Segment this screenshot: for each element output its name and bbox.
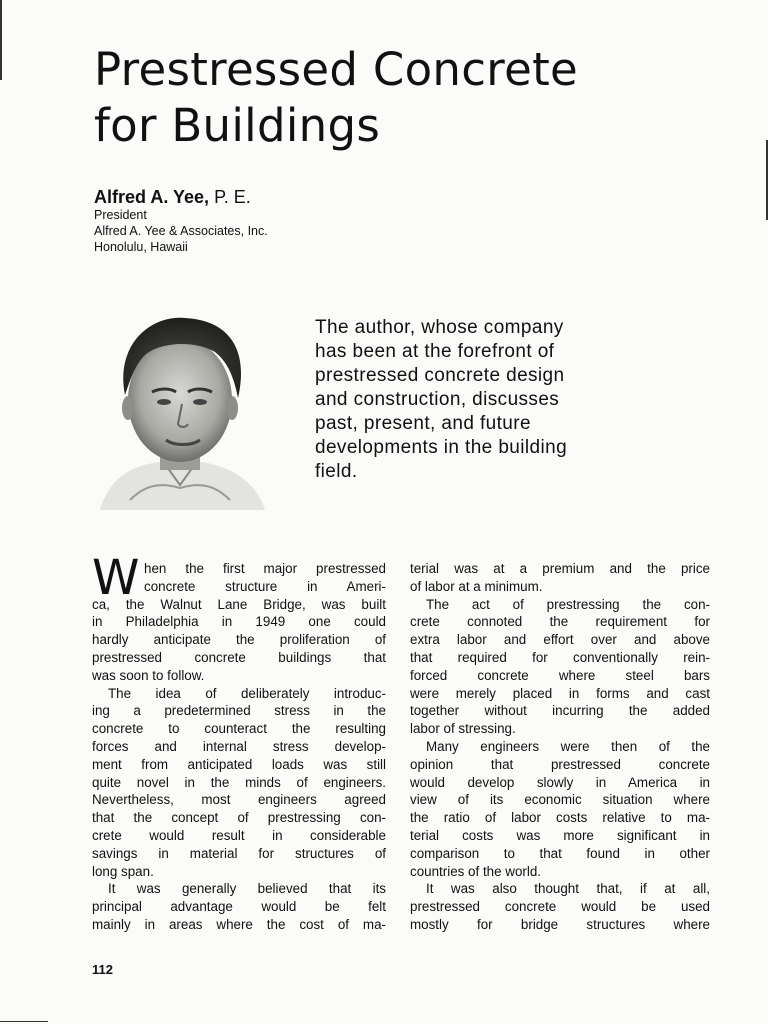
author-location: Honolulu, Hawaii [94, 240, 188, 254]
title-line-2: for Buildings [94, 99, 381, 152]
body-line: hen the first major prestressed [144, 561, 386, 576]
body-line: crete would result in considerable [92, 827, 386, 843]
body-line: that required for conventionally rein- [410, 649, 710, 665]
body-line: was soon to follow. [92, 667, 205, 683]
author-suffix: P. E. [209, 187, 251, 207]
body-line: concrete structure in Ameri- [144, 578, 386, 594]
body-line: hardly anticipate the proliferation of [92, 632, 386, 648]
body-line: forced concrete where steel bars [410, 667, 710, 683]
author-affiliation [94, 207, 268, 255]
body-line: quite novel in the minds of engineers. [92, 774, 386, 790]
body-line: ment from anticipated loads was still [92, 756, 386, 772]
body-line: prestressed concrete would be used [410, 899, 710, 915]
abstract-line: past, present, and future [315, 413, 531, 434]
body-line: extra labor and effort over and above [410, 632, 710, 648]
abstract-line: developments in the building [315, 437, 568, 458]
body-line: were merely placed in forms and cast [410, 685, 710, 701]
body-line: long span. [92, 863, 154, 879]
author-position: President [94, 208, 147, 222]
body-line: would develop slowly in America in [410, 774, 710, 790]
body-line: the ratio of labor costs relative to ma- [410, 810, 710, 826]
body-line: crete connoted the requirement for [410, 614, 710, 630]
body-line: The act of prestressing the con- [426, 596, 710, 612]
author-name: Alfred A. Yee, [94, 187, 210, 207]
title-line-1: Prestressed Concrete [94, 43, 579, 96]
body-column-left [92, 550, 386, 934]
body-line: terial costs was more significant in [410, 827, 710, 843]
author-company: Alfred A. Yee & Associates, Inc. [94, 224, 268, 238]
scan-edge-mark [0, 1021, 48, 1022]
article-abstract [315, 316, 645, 484]
abstract-line: has been at the forefront of [315, 341, 555, 362]
author-portrait [90, 300, 270, 510]
body-line: in Philadelphia in 1949 one could [92, 614, 386, 630]
body-line: Nevertheless, most engineers agreed [92, 792, 386, 808]
body-line: Many engineers were then of the [426, 738, 710, 754]
body-line: prestressed concrete buildings that [92, 649, 386, 665]
body-line: of labor at a minimum. [410, 578, 543, 594]
body-line: principal advantage would be felt [92, 899, 386, 915]
body-line: ing a predetermined stress in the [92, 703, 386, 719]
page-number: 112 [92, 962, 113, 977]
body-line: mostly for bridge structures where [410, 916, 710, 932]
body-line: view of its economic situation where [410, 792, 710, 808]
abstract-line: The author, whose company [315, 317, 564, 338]
author-byline [94, 186, 251, 208]
abstract-line: field. [315, 461, 358, 482]
drop-cap: W [92, 550, 140, 606]
article-title [94, 42, 578, 154]
body-line: It was also thought that, if at all, [426, 881, 710, 897]
body-line: together without incurring the added [410, 703, 710, 719]
abstract-line: prestressed concrete design [315, 365, 565, 386]
body-line: terial was at a premium and the price [410, 561, 710, 576]
body-line: countries of the world. [410, 863, 541, 879]
abstract-line: and construction, discusses [315, 389, 560, 410]
body-line: forces and internal stress develop- [92, 738, 386, 754]
body-line: that the concept of prestressing con- [92, 810, 386, 826]
body-line: savings in material for structures of [92, 845, 386, 861]
body-line: ca, the Walnut Lane Bridge, was built [92, 596, 386, 612]
body-column-right [410, 560, 710, 934]
scan-edge-mark [0, 0, 2, 80]
body-line: comparison to that found in other [410, 845, 710, 861]
body-line: concrete to counteract the resulting [92, 721, 386, 737]
body-line: mainly in areas where the cost of ma- [92, 916, 386, 932]
body-line: opinion that prestressed concrete [410, 756, 710, 772]
body-line: The idea of deliberately introduc- [108, 685, 386, 701]
body-line: labor of stressing. [410, 721, 516, 737]
body-line: It was generally believed that its [108, 881, 386, 897]
